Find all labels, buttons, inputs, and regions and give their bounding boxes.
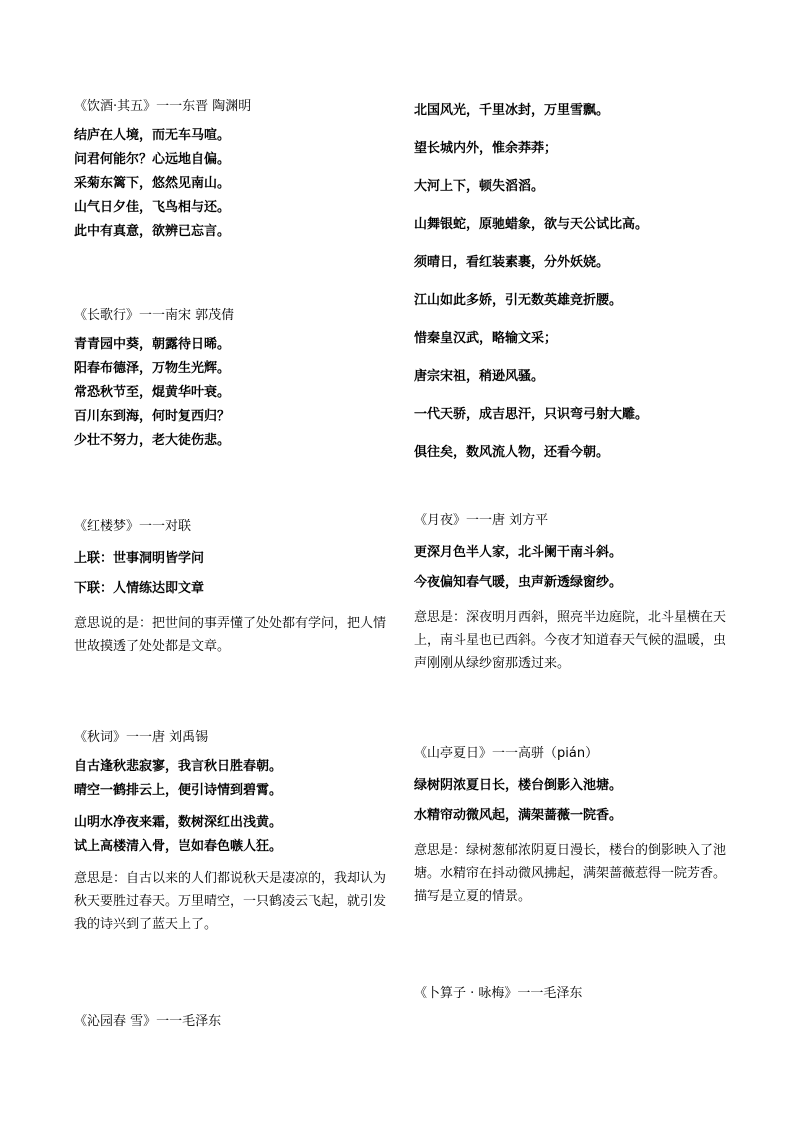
poem-line: 水精帘动微风起，满架蔷薇一院香。: [414, 808, 623, 823]
couplet-upper: 上联：世事洞明皆学问: [74, 551, 205, 566]
poem-title: 《秋词》一一唐 刘禹锡: [74, 730, 209, 745]
poem-line: 绿树阴浓夏日长，楼台倒影入池塘。: [414, 778, 623, 793]
couplet-lower: 下联：人情练达即文章: [74, 581, 205, 596]
poem-line: 常恐秋节至，焜黄华叶衰。: [74, 385, 231, 400]
poem-yueye: [414, 512, 734, 675]
poem-line: 一代天骄，成吉思汗，只识弯弓射大雕。: [414, 407, 649, 422]
poem-qinyuanchun-body: [414, 92, 734, 472]
poem-title: 《长歌行》一一南宋 郭茂倩: [74, 308, 235, 323]
poem-line: 试上高楼清入骨，岂如春色嗾人狂。: [74, 839, 283, 854]
poem-line: 大河上下，顿失滔滔。: [414, 179, 545, 194]
poem-line: 江山如此多娇，引无数英雄竞折腰。: [414, 293, 623, 308]
poem-changgexing: [74, 307, 394, 453]
poem-title: 《山亭夏日》一一高骈（pián）: [414, 746, 599, 761]
poem-line: 更深月色半人家，北斗阑干南斗斜。: [414, 545, 623, 560]
poem-line: 山舞银蛇，原驰蜡象，欲与天公试比高。: [414, 217, 649, 232]
poem-title: 《月夜》一一唐 刘方平: [414, 513, 549, 528]
couplet-title: 《红楼梦》一一对联: [74, 519, 192, 534]
poem-line: 须晴日，看红装素裹，分外妖娆。: [414, 255, 610, 270]
poem-line: 青青园中葵，朝露待日晞。: [74, 337, 231, 352]
poem-qiuci: [74, 729, 394, 936]
poem-line: 采菊东篱下，悠然见南山。: [74, 176, 231, 191]
poem-line: 少壮不努力，老大徒伤悲。: [74, 433, 231, 448]
poem-line: 惜秦皇汉武，略输文采；: [414, 331, 558, 346]
poem-line: 百川东到海，何时复西归？: [74, 409, 231, 424]
poem-line: 望长城内外，惟余莽莽；: [414, 141, 558, 156]
poem-shantingxiari: [414, 745, 734, 908]
poem-meaning: 意思是：自古以来的人们都说秋天是凄凉的，我却认为秋天要胜过春天。万里晴空，一只鹤凌云飞起，就引发我的诗兴到了蓝天上了。: [74, 871, 387, 932]
poem-meaning: 意思是：深夜明月西斜，照亮半边庭院，北斗星横在天上，南斗星也已西斜。今夜才知道春天气候的温暖，虫声刚刚从绿纱窗那透过来。: [414, 610, 727, 671]
poem-line: 唐宗宋祖，稍逊风骚。: [414, 369, 545, 384]
poem-line: 山气日夕佳，飞鸟相与还。: [74, 200, 231, 215]
poem-busuanzi: [414, 985, 734, 1003]
poem-line: 问君何能尔？心远地自偏。: [74, 152, 231, 167]
poem-line: 此中有真意，欲辨已忘言。: [74, 224, 231, 239]
poem-title: 《饮酒·其五》一一东晋 陶渊明: [74, 99, 252, 114]
poem-title: 《沁园春 雪》一一毛泽东: [74, 1014, 222, 1029]
poem-line: 晴空一鹤排云上，便引诗情到碧霄。: [74, 783, 283, 798]
poem-line: 结庐在人境，而无车马喧。: [74, 128, 231, 143]
poem-qinyuanchun: [74, 1013, 394, 1031]
poem-yinjiu: [74, 98, 394, 244]
poem-line: 自古逢秋悲寂寥，我言秋日胜春朝。: [74, 759, 283, 774]
poem-line: 北国风光，千里冰封，万里雪飘。: [414, 103, 610, 118]
poem-line: 今夜偏知春气暖，虫声新透绿窗纱。: [414, 575, 623, 590]
poem-meaning: 意思是：绿树葱郁浓阴夏日漫长，楼台的倒影映入了池塘。水精帘在抖动微风拂起，满架蔷薇惹得一院芳香。描写是立夏的情景。: [414, 843, 727, 904]
poem-line: 俱往矣，数风流人物，还看今朝。: [414, 445, 610, 460]
couplet-meaning: 意思说的是：把世间的事弄懂了处处都有学问，把人情世故摸透了处处都是文章。: [74, 616, 387, 654]
couplet-honglou: [74, 518, 394, 658]
poem-title: 《卜算子 · 咏梅》一一毛泽东: [414, 986, 583, 1001]
poem-line: 山明水净夜来霜，数树深红出浅黄。: [74, 815, 283, 830]
poem-line: 阳春布德泽，万物生光辉。: [74, 361, 231, 376]
